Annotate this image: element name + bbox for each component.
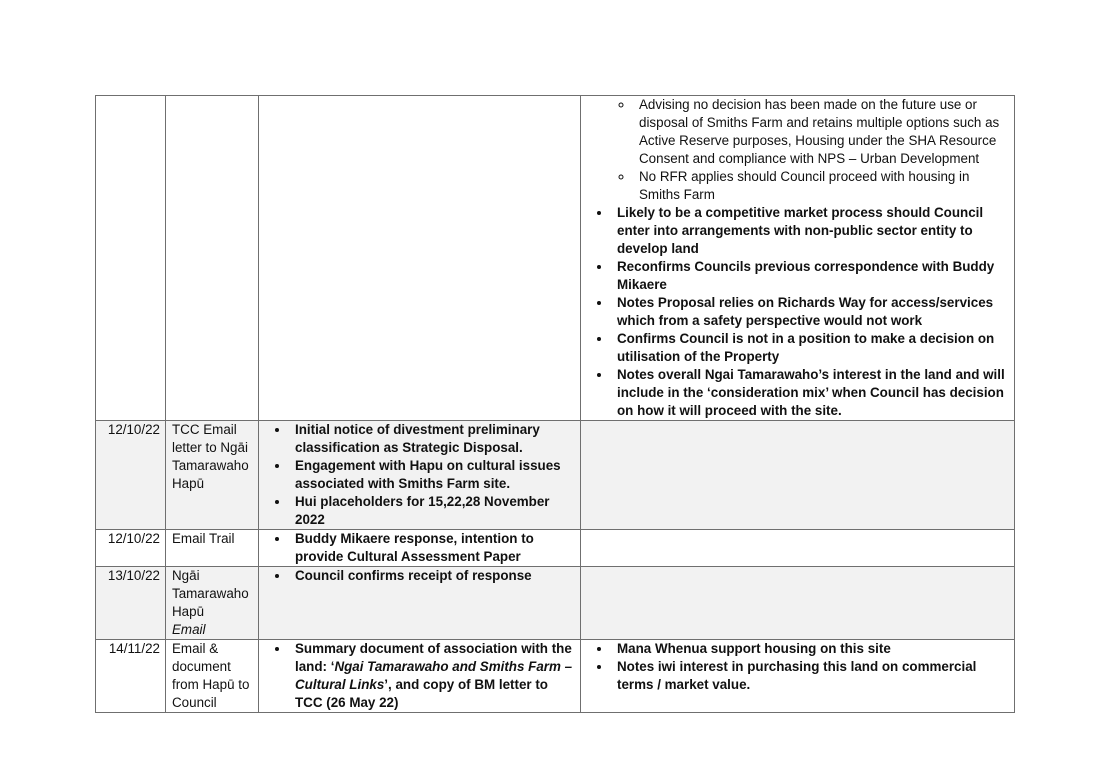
response-cell [581, 530, 1015, 567]
summary-cell [259, 96, 581, 421]
response-list [587, 204, 1009, 420]
table-row [96, 640, 1015, 713]
cultural-links-title: Ngai Tamarawaho and Smiths Farm – Cultural Links [295, 659, 573, 692]
table-row [96, 530, 1015, 567]
response-cell [581, 96, 1015, 421]
source-cell: Email & document from Hapū to Council [166, 640, 259, 713]
list-item: • Hui placeholders for 15,22,28 November 2022 [290, 493, 575, 529]
list-item: • Likely to be a competitive market process should Council enter into arrangements with non-public sector entity to develop land [612, 204, 1009, 258]
list-item: • Council confirms receipt of response [290, 567, 575, 585]
list-item: • Notes Proposal relies on Richards Way for access/services which from a safety perspective would not work [612, 294, 1009, 330]
strategic-disposal-text: Strategic Disposal. [402, 440, 523, 455]
list-item: ◦ Advising no decision has been made on the future use or disposal of Smiths Farm and retains multiple options such as Active Reserve purposes, Housing under the SHA Resource Consent and compliance with NPS – Urban Development [634, 96, 1009, 168]
list-item-text: Initial notice of divestment preliminary classification as [295, 422, 540, 455]
list-item-text: Summary document of association with the land: ‘ [295, 641, 572, 674]
summary-cell [259, 421, 581, 530]
source-cell: TCC Email letter to Ngāi Tamarawaho Hapū [166, 421, 259, 530]
summary-list [265, 421, 575, 529]
list-item: • Reconfirms Councils previous correspondence with Buddy Mikaere [612, 258, 1009, 294]
summary-cell [259, 530, 581, 567]
table-row [96, 96, 1015, 421]
summary-list [265, 530, 575, 566]
date-cell: 12/10/22 [96, 421, 166, 530]
date-cell: 12/10/22 [96, 530, 166, 567]
date-cell [96, 96, 166, 421]
table-row [96, 421, 1015, 530]
list-item: ◦ No RFR applies should Council proceed with housing in Smiths Farm [634, 168, 1009, 204]
source-cell [166, 567, 259, 640]
list-item: • Buddy Mikaere response, intention to provide Cultural Assessment Paper [290, 530, 575, 566]
date-cell: 13/10/22 [96, 567, 166, 640]
list-item: • Confirms Council is not in a position to make a decision on utilisation of the Property [612, 330, 1009, 366]
source-type-text: Email [172, 622, 206, 637]
summary-cell [259, 567, 581, 640]
list-item: • Engagement with Hapu on cultural issues associated with Smiths Farm site. [290, 457, 575, 493]
list-item-text: ’, and copy of BM letter to TCC (26 May 22) [295, 677, 548, 710]
summary-cell [259, 640, 581, 713]
response-cell [581, 421, 1015, 530]
response-sublist [587, 96, 1009, 204]
date-cell: 14/11/22 [96, 640, 166, 713]
table-row [96, 567, 1015, 640]
list-item: • Notes overall Ngai Tamarawaho’s interest in the land and will include in the ‘consideration mix’ when Council has decision on how it will proceed with the site. [612, 366, 1009, 420]
source-cell [166, 96, 259, 421]
list-item [290, 640, 575, 712]
summary-list [265, 567, 575, 585]
list-item [290, 421, 575, 457]
response-cell [581, 567, 1015, 640]
list-item: • Notes iwi interest in purchasing this land on commercial terms / market value. [612, 658, 1009, 694]
source-text: Ngāi Tamarawaho Hapū [172, 568, 249, 619]
source-cell: Email Trail [166, 530, 259, 567]
summary-list [265, 640, 575, 712]
list-item: • Mana Whenua support housing on this site [612, 640, 1009, 658]
response-cell [581, 640, 1015, 713]
correspondence-log-table [95, 95, 1015, 713]
response-list [587, 640, 1009, 694]
